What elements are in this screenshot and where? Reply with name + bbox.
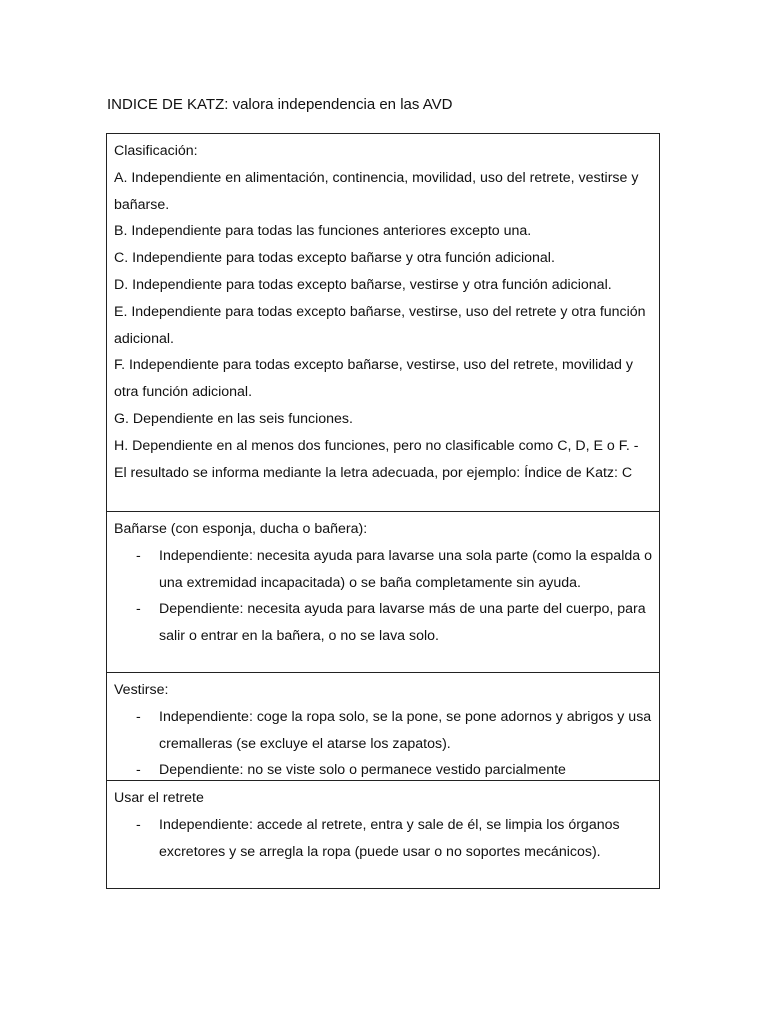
- classification-g: G. Dependiente en las seis funciones.: [114, 410, 353, 427]
- list-marker: -: [136, 547, 141, 564]
- classification-e: E. Independiente para todas excepto bañarse, vestirse, uso del retrete y otra función adicional.: [114, 303, 646, 347]
- toilet-independent-text: Independiente: accede al retrete, entra y sale de él, se limpia los órganos excretores y se arregla la ropa (puede usar o no soportes mecánicos).: [159, 816, 620, 860]
- list-marker: -: [136, 708, 141, 725]
- dressing-dependent-text: Dependiente: no se viste solo o permanece vestido parcialmente: [159, 762, 566, 779]
- bathing-heading: Bañarse (con esponja, ducha o bañera):: [114, 521, 368, 537]
- toilet-cell: [107, 780, 659, 888]
- list-marker: -: [136, 762, 141, 779]
- classification-b: B. Independiente para todas las funciones anteriores excepto una.: [114, 223, 532, 240]
- dressing-heading: Vestirse:: [114, 682, 169, 698]
- list-item: [114, 757, 652, 784]
- list-item: [114, 543, 652, 597]
- toilet-heading: Usar el retrete: [114, 790, 204, 806]
- list-marker: -: [136, 601, 141, 618]
- classification-h: H. Dependiente en al menos dos funciones, pero no clasificable como C, D, E o F. - El resultado se informa mediante la letra adecuada, por ejemplo: Índice de Katz: C: [114, 437, 639, 481]
- list-item: [114, 812, 652, 866]
- classification-f: F. Independiente para todas excepto bañarse, vestirse, uso del retrete, movilidad y otra función adicional.: [114, 357, 633, 401]
- list-item: [114, 704, 652, 758]
- classification-cell: [107, 134, 659, 511]
- classification-d: D. Independiente para todas excepto bañarse, vestirse y otra función adicional.: [114, 276, 612, 293]
- bathing-independent-text: Independiente: necesita ayuda para lavarse una sola parte (como la espalda o una extremidad incapacitada) o se baña completamente sin ayuda.: [159, 547, 652, 591]
- list-marker: -: [136, 816, 141, 833]
- dressing-independent-text: Independiente: coge la ropa solo, se la pone, se pone adornos y abrigos y usa cremalleras (se excluye el atarse los zapatos).: [159, 708, 652, 752]
- classification-a: A. Independiente en alimentación, continencia, movilidad, uso del retrete, vestirse y bañarse.: [114, 169, 639, 213]
- dressing-cell: [107, 672, 659, 780]
- list-item: [114, 596, 652, 650]
- document-title: INDICE DE KATZ: valora independencia en las AVD: [107, 96, 453, 113]
- bathing-dependent-text: Dependiente: necesita ayuda para lavarse más de una parte del cuerpo, para salir o entrar en la bañera, o no se lava solo.: [159, 601, 646, 645]
- bathing-cell: [107, 511, 659, 672]
- katz-table: [106, 133, 660, 889]
- classification-c: C. Independiente para todas excepto bañarse y otra función adicional.: [114, 250, 555, 267]
- classification-heading: Clasificación:: [114, 143, 198, 159]
